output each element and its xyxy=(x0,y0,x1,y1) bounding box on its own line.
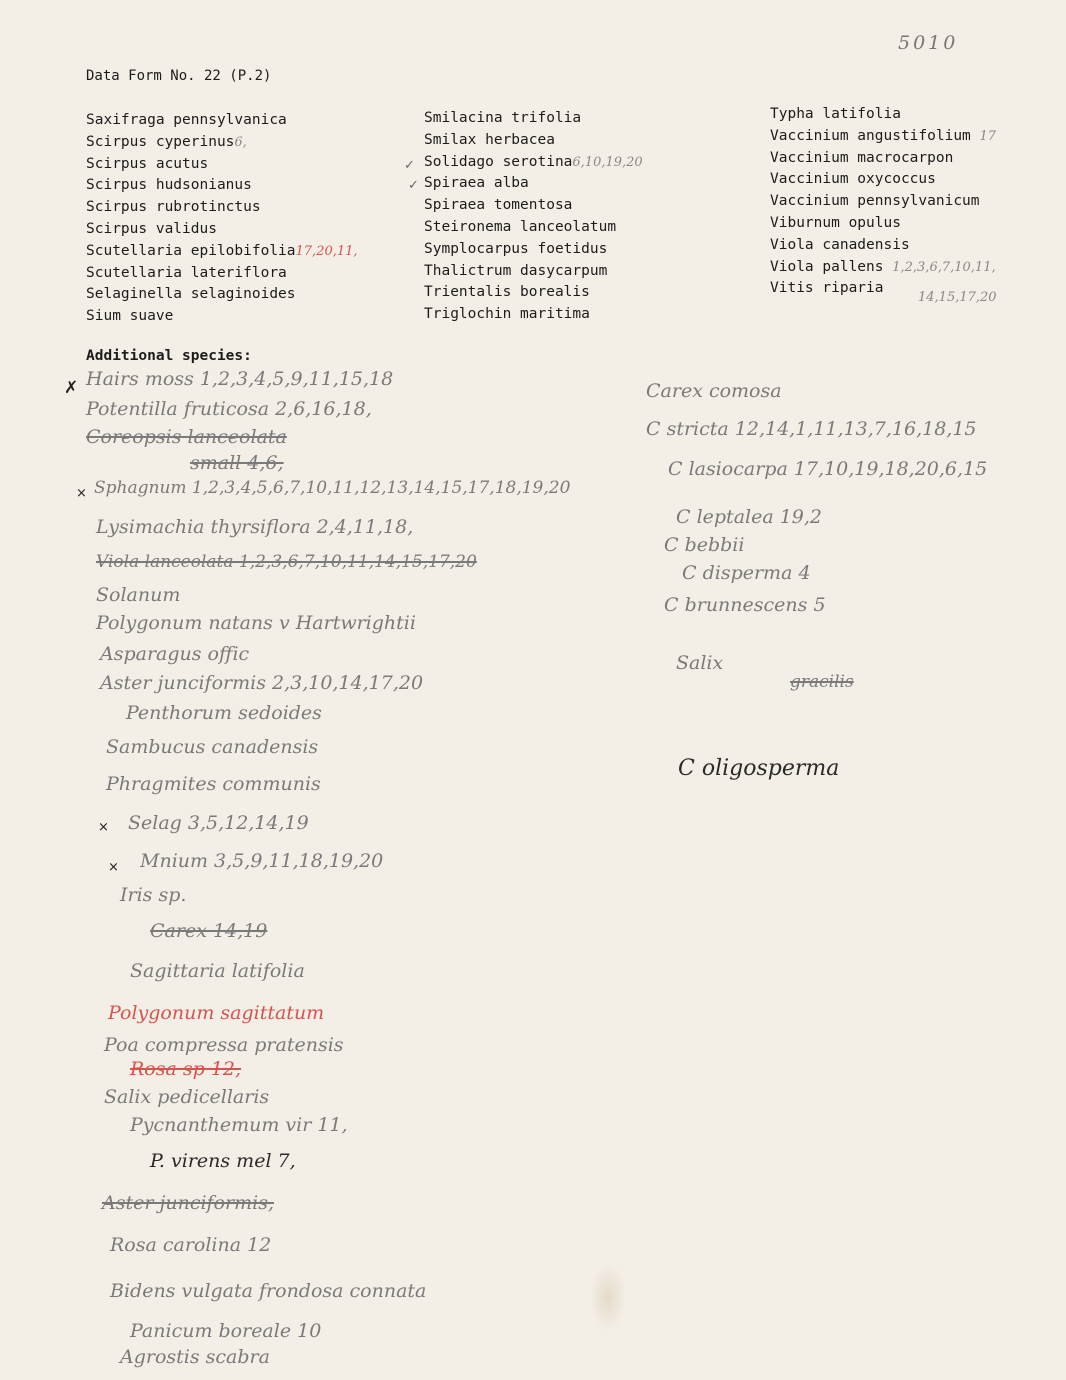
species-item: Scutellaria epilobifolia17,20,11, xyxy=(86,242,358,259)
species-item: Symplocarpus foetidus xyxy=(424,240,608,257)
handwritten-entry: Asparagus offic xyxy=(100,643,250,665)
handwritten-entry: Bidens vulgata frondosa connata xyxy=(110,1280,427,1302)
handwritten-entry: C stricta 12,14,1,11,13,7,16,18,15 xyxy=(646,418,977,440)
handwritten-entry: Pycnanthemum vir 11, xyxy=(130,1114,348,1136)
handwritten-entry: Viola lanceolata 1,2,3,6,7,10,11,14,15,17,20 xyxy=(96,552,477,572)
cross-mark-icon: × xyxy=(76,486,87,501)
handwritten-entry: Carex comosa xyxy=(646,380,782,402)
cross-mark-icon: × xyxy=(108,860,119,875)
handwritten-entry: C brunnescens 5 xyxy=(664,594,826,616)
handwritten-entry: Coreopsis lanceolata xyxy=(86,426,287,448)
species-column-3 xyxy=(770,104,996,300)
species-item: Vaccinium macrocarpon xyxy=(770,149,954,166)
species-item: Saxifraga pennsylvanica xyxy=(86,112,287,128)
species-item: Typha latifolia xyxy=(770,106,901,122)
handwritten-entry: Mnium 3,5,9,11,18,19,20 xyxy=(140,850,384,872)
handwritten-entry: P. virens mel 7, xyxy=(150,1150,296,1172)
handwritten-entry: Salix pedicellaris xyxy=(104,1086,270,1108)
handwritten-entry: small 4,6, xyxy=(190,452,284,474)
species-item: Solidago serotina6,10,19,20 xyxy=(424,153,643,170)
species-item: Trientalis borealis xyxy=(424,284,590,301)
species-item: Viburnum opulus xyxy=(770,214,901,231)
species-item: Scirpus validus xyxy=(86,220,217,237)
species-item: Vaccinium angustifolium 17 xyxy=(770,127,997,144)
species-column-2 xyxy=(424,108,643,326)
species-item: Scirpus hudsonianus xyxy=(86,177,252,194)
handwritten-entry: Aster junciformis 2,3,10,14,17,20 xyxy=(100,672,424,694)
handwritten-entry: Rosa sp 12, xyxy=(130,1058,242,1080)
check-mark-icon: ✓ xyxy=(404,158,415,173)
species-column-1 xyxy=(86,110,358,328)
handwritten-entry: C leptalea 19,2 xyxy=(676,506,823,528)
handwritten-entry: Selag 3,5,12,14,19 xyxy=(128,812,309,834)
handwritten-entry: Carex 14,19 xyxy=(150,920,268,942)
handwritten-entry: Agrostis scabra xyxy=(120,1346,270,1368)
species-item: Scutellaria lateriflora xyxy=(86,264,287,281)
species-item: Smilax herbacea xyxy=(424,131,555,148)
species-item: Spiraea tomentosa xyxy=(424,197,573,214)
handwritten-entry: C lasiocarpa 17,10,19,18,20,6,15 xyxy=(668,458,988,480)
species-item: Vaccinium pennsylvanicum xyxy=(770,193,980,210)
handwritten-entry: Potentilla fruticosa 2,6,16,18, xyxy=(86,398,372,420)
species-item: Vaccinium oxycoccus xyxy=(770,171,936,188)
species-item: Smilacina trifolia xyxy=(424,110,582,126)
cross-mark-icon: × xyxy=(98,820,109,835)
handwritten-entry: Sagittaria latifolia xyxy=(130,960,305,982)
handwritten-entry: Hairs moss 1,2,3,4,5,9,11,15,18 xyxy=(86,368,394,390)
handwritten-entry: Sambucus canadensis xyxy=(106,736,319,758)
species-item: Steironema lanceolatum xyxy=(424,218,617,235)
handwritten-entry: Salix xyxy=(676,652,724,674)
species-item: Triglochin maritima xyxy=(424,306,590,323)
handwritten-entry: Panicum boreale 10 xyxy=(130,1320,322,1342)
species-item: Viola pallens 1,2,3,6,7,10,11, xyxy=(770,258,996,275)
handwritten-entry: Solanum xyxy=(96,584,181,606)
species-item: Vitis riparia xyxy=(770,280,884,297)
handwritten-entry: Iris sp. xyxy=(120,884,187,906)
handwritten-note: 14,15,17,20 xyxy=(918,290,997,305)
handwritten-entry: Aster junciformis, xyxy=(102,1192,274,1214)
species-item: Sium suave xyxy=(86,308,174,325)
handwritten-entry: Polygonum sagittatum xyxy=(108,1002,325,1024)
handwritten-entry: C bebbii xyxy=(664,534,745,556)
species-item: Scirpus rubrotinctus xyxy=(86,199,261,216)
species-item: Spiraea alba xyxy=(424,175,529,192)
check-mark-icon: ✓ xyxy=(408,178,419,193)
handwritten-entry: Rosa carolina 12 xyxy=(110,1234,272,1256)
handwritten-entry: C disperma 4 xyxy=(682,562,811,584)
species-item: Selaginella selaginoides xyxy=(86,286,296,303)
handwritten-entry: Lysimachia thyrsiflora 2,4,11,18, xyxy=(96,516,414,538)
species-item: Scirpus cyperinus6, xyxy=(86,133,247,150)
handwritten-entry: Penthorum sedoides xyxy=(126,702,322,724)
handwritten-entry: Sphagnum 1,2,3,4,5,6,7,10,11,12,13,14,15,17,18,19,20 xyxy=(94,478,571,498)
paper-stain xyxy=(590,1262,626,1332)
handwritten-entry: Poa compressa pratensis xyxy=(104,1034,344,1056)
handwritten-entry: gracilis xyxy=(790,672,854,692)
species-item: Scirpus acutus xyxy=(86,155,209,172)
handwritten-entry: C oligosperma xyxy=(678,756,840,781)
cross-mark-icon: ✗ xyxy=(64,378,79,398)
species-item: Thalictrum dasycarpum xyxy=(424,262,608,279)
handwritten-entry: Polygonum natans v Hartwrightii xyxy=(96,612,416,634)
species-item: Viola canadensis xyxy=(770,236,910,253)
additional-species-heading: Additional species: xyxy=(86,348,252,364)
form-title: Data Form No. 22 (P.2) xyxy=(86,68,272,84)
handwritten-entry: Phragmites communis xyxy=(106,773,321,795)
page-number: 5010 xyxy=(898,32,959,54)
